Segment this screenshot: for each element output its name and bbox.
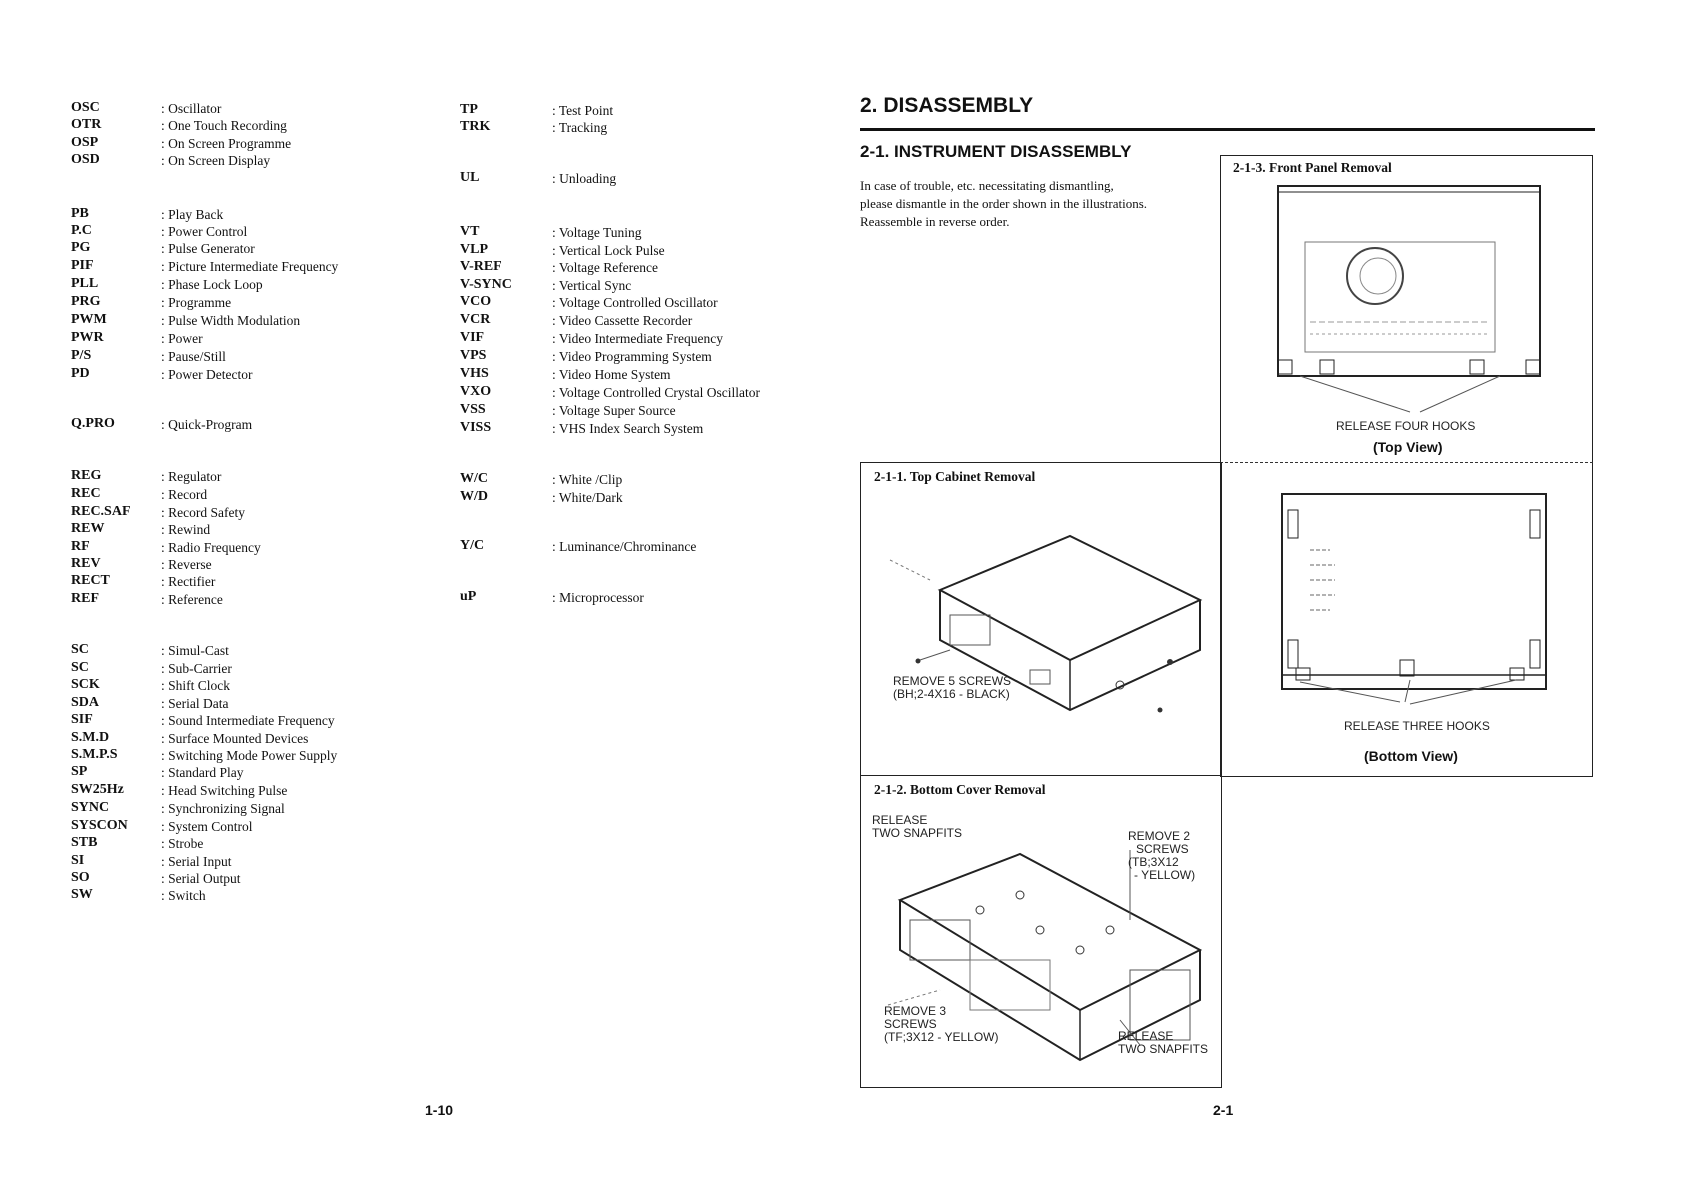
abbreviation-definition: : System Control (161, 819, 253, 834)
abbreviation-term: SP (71, 764, 88, 779)
abbreviation-definition: : Voltage Controlled Crystal Oscillator (552, 385, 760, 400)
abbreviation-term: PRG (71, 294, 101, 309)
abbreviation-definition: : Record (161, 487, 208, 502)
abbreviation-definition: : Serial Data (161, 696, 229, 711)
abbreviation-definition: : One Touch Recording (161, 118, 287, 133)
abbreviation-definition: : Power Detector (161, 367, 253, 382)
intro-text (860, 177, 1190, 231)
abbreviation-term: SIF (71, 712, 93, 727)
abbreviation-definition: : Play Back (161, 207, 224, 222)
abbreviation-term: V-REF (460, 259, 502, 274)
abbreviation-term: VIF (460, 330, 485, 345)
abbreviation-term: VCR (460, 312, 491, 327)
intro-line: Reassemble in reverse order. (860, 214, 1010, 229)
abbreviation-term: TP (460, 102, 478, 117)
abbreviation-term: SC (71, 660, 89, 675)
remove-three-screws-caption (884, 1005, 998, 1044)
hook (1320, 360, 1334, 374)
abbreviation-term: SYNC (71, 800, 110, 815)
abbreviation-term: SW25Hz (71, 782, 124, 797)
front-bottom-caption: RELEASE THREE HOOKS (1344, 719, 1490, 733)
bottom-cover-title: 2-1-2. Bottom Cover Removal (874, 782, 1046, 797)
abbreviation-term: REW (71, 521, 105, 536)
abbreviation-definition: : Video Cassette Recorder (552, 313, 693, 328)
abbreviation-term: SW (71, 887, 93, 902)
chassis-outline (1278, 186, 1540, 376)
caption-line: TWO SNAPFITS (1118, 1042, 1208, 1056)
caption-line: TWO SNAPFITS (872, 826, 962, 840)
caption-line: REMOVE 2 (1128, 829, 1191, 843)
abbreviation-term: RF (71, 539, 90, 554)
abbreviation-definition: : On Screen Display (161, 153, 271, 168)
caption-line: (TB;3X12 (1128, 855, 1179, 869)
abbreviation-definition: : Pause/Still (161, 349, 226, 364)
abbreviation-definition: : Video Intermediate Frequency (552, 331, 724, 346)
abbreviation-term: W/D (460, 489, 488, 504)
abbreviation-term: UL (460, 170, 480, 185)
abbreviation-term: P/S (71, 348, 92, 363)
abbreviation-definition: : Regulator (161, 469, 222, 484)
hook (1510, 668, 1524, 680)
front-top-view-label: (Top View) (1373, 439, 1443, 455)
abbreviation-definition: : Power Control (161, 224, 248, 239)
abbreviation-definition: : Radio Frequency (161, 540, 261, 555)
front-top-caption: RELEASE FOUR HOOKS (1336, 419, 1476, 433)
title-rule (860, 128, 1595, 131)
abbreviation-term: PWM (71, 312, 107, 327)
abbreviation-term: VPS (460, 348, 487, 363)
abbreviation-term: S.M.D (71, 730, 110, 745)
abbreviation-definition: : Standard Play (161, 765, 244, 780)
abbreviation-term: SO (71, 870, 90, 885)
abbreviation-definition: : Quick-Program (161, 417, 253, 432)
caption-line: (TF;3X12 - YELLOW) (884, 1030, 999, 1044)
abbreviation-term: PG (71, 240, 91, 255)
abbreviation-definition: : Power (161, 331, 203, 346)
top-cabinet-lid (940, 536, 1200, 660)
abbreviation-definition: : Luminance/Chrominance (552, 539, 697, 554)
abbreviation-definition: : Record Safety (161, 505, 245, 520)
abbreviation-definition: : Reference (161, 592, 223, 607)
abbreviation-definition: : Oscillator (161, 101, 222, 116)
release-bottom-caption (1118, 1030, 1208, 1056)
hook (1400, 660, 1414, 676)
top-cabinet-title: 2-1-1. Top Cabinet Removal (874, 469, 1036, 484)
caption-line: SCREWS (884, 1017, 937, 1031)
abbreviation-definition: : Video Home System (552, 367, 671, 382)
abbreviation-term: VSS (460, 402, 486, 417)
abbreviation-term: PLL (71, 276, 99, 291)
page-number-right: 2-1 (1213, 1102, 1234, 1118)
abbreviation-definition: : Pulse Generator (161, 241, 255, 256)
intro-line: please dismantle in the order shown in the illustrations. (860, 196, 1148, 211)
abbreviation-term: VCO (460, 294, 492, 309)
intro-line: In case of trouble, etc. necessitating dismantling, (860, 178, 1114, 193)
abbreviation-definition: : Voltage Super Source (552, 403, 676, 418)
abbreviation-term: SDA (71, 695, 100, 710)
abbreviation-definition: : Rectifier (161, 574, 216, 589)
abbreviation-definition: : Synchronizing Signal (161, 801, 285, 816)
abbreviation-term: STB (71, 835, 98, 850)
caption-line: (BH;2-4X16 - BLACK) (893, 687, 1010, 701)
abbreviation-term: S.M.P.S (71, 747, 118, 762)
abbreviation-term: SI (71, 853, 85, 868)
front-panel-bottom-view-illustration (1280, 490, 1550, 720)
abbreviation-definition: : Voltage Tuning (552, 225, 642, 240)
section-title: 2. DISASSEMBLY (860, 94, 1034, 117)
top-cabinet-caption (893, 675, 1011, 701)
abbreviation-definition: : Vertical Sync (552, 278, 632, 293)
hook (1278, 360, 1292, 374)
abbreviation-definition: : Phase Lock Loop (161, 277, 263, 292)
front-panel-top-view-illustration (1270, 182, 1550, 422)
abbreviation-term: REC.SAF (71, 504, 131, 519)
front-bottom-view-label: (Bottom View) (1364, 748, 1458, 764)
abbreviation-term: PIF (71, 258, 94, 273)
abbreviation-definition: : Rewind (161, 522, 211, 537)
abbreviation-term: RECT (71, 573, 110, 588)
abbreviation-term: Q.PRO (71, 416, 115, 431)
abbreviation-definition: : Serial Output (161, 871, 241, 886)
remove-two-screws-caption (1128, 830, 1195, 882)
abbreviation-definition: : Switching Mode Power Supply (161, 748, 338, 763)
abbreviation-term: PWR (71, 330, 104, 345)
abbreviation-term: REV (71, 556, 101, 571)
abbreviation-term: VISS (460, 420, 492, 435)
abbreviation-definition: : Voltage Controlled Oscillator (552, 295, 718, 310)
cylinder-head (1347, 248, 1403, 304)
abbreviation-definition: : On Screen Programme (161, 136, 292, 151)
abbreviation-definition: : Shift Clock (161, 678, 231, 693)
abbreviation-definition: : Surface Mounted Devices (161, 731, 309, 746)
abbreviation-definition: : Programme (161, 295, 232, 310)
abbreviation-term: VHS (460, 366, 489, 381)
caption-line: REMOVE 3 (884, 1004, 947, 1018)
abbreviation-term: V-SYNC (460, 277, 512, 292)
subsection-title: 2-1. INSTRUMENT DISASSEMBLY (860, 142, 1132, 161)
abbreviation-term: OSP (71, 135, 99, 150)
abbreviation-term: OSD (71, 152, 100, 167)
abbreviation-term: uP (460, 589, 477, 604)
abbreviation-definition: : Strobe (161, 836, 204, 851)
hook (1526, 360, 1540, 374)
abbreviation-term: REC (71, 486, 101, 501)
abbreviation-definition: : Unloading (552, 171, 617, 186)
abbreviation-term: OSC (71, 100, 100, 115)
abbreviation-definition: : Video Programming System (552, 349, 712, 364)
caption-line: - YELLOW) (1134, 868, 1196, 882)
abbreviation-definition: : Picture Intermediate Frequency (161, 259, 339, 274)
abbreviation-term: OTR (71, 117, 102, 132)
hook (1296, 668, 1310, 680)
abbreviation-term: REG (71, 468, 102, 483)
abbreviation-term: PD (71, 366, 90, 381)
abbreviation-definition: : Microprocessor (552, 590, 644, 605)
abbreviation-term: REF (71, 591, 99, 606)
abbreviation-definition: : Tracking (552, 120, 608, 135)
abbreviation-definition: : VHS Index Search System (552, 421, 704, 436)
abbreviation-term: VLP (460, 242, 488, 257)
view-divider (1220, 462, 1593, 463)
abbreviation-definition: : Reverse (161, 557, 212, 572)
caption-line: RELEASE (1118, 1029, 1174, 1043)
abbreviation-definition: : Sound Intermediate Frequency (161, 713, 335, 728)
abbreviation-definition: : Test Point (552, 103, 614, 118)
abbreviation-definition: : Head Switching Pulse (161, 783, 288, 798)
abbreviation-definition: : Pulse Width Modulation (161, 313, 301, 328)
abbreviation-term: TRK (460, 119, 491, 134)
abbreviation-definition: : Simul-Cast (161, 643, 229, 658)
abbreviation-definition: : Serial Input (161, 854, 232, 869)
abbreviation-term: VXO (460, 384, 492, 399)
page-number-left: 1-10 (425, 1102, 454, 1118)
abbreviation-term: W/C (460, 471, 488, 486)
abbreviation-definition: : White/Dark (552, 490, 623, 505)
abbreviation-definition: : White /Clip (552, 472, 623, 487)
abbreviation-definition: : Sub-Carrier (161, 661, 232, 676)
hook (1470, 360, 1484, 374)
caption-line: REMOVE 5 SCREWS (893, 674, 1012, 688)
abbreviation-definition: : Voltage Reference (552, 260, 658, 275)
abbreviation-definition: : Vertical Lock Pulse (552, 243, 665, 258)
release-top-caption (872, 814, 962, 840)
abbreviation-term: SCK (71, 677, 100, 692)
caption-line: SCREWS (1136, 842, 1189, 856)
abbreviation-term: VT (460, 224, 480, 239)
abbreviation-definition: : Switch (161, 888, 206, 903)
abbreviation-term: Y/C (460, 538, 485, 553)
abbreviation-term: SC (71, 642, 89, 657)
abbreviation-term: P.C (71, 223, 92, 238)
abbreviation-term: PB (71, 206, 89, 221)
front-panel-title: 2-1-3. Front Panel Removal (1233, 160, 1392, 175)
front-panel-frame (1305, 242, 1495, 352)
abbreviation-term: SYSCON (71, 818, 128, 833)
caption-line: RELEASE (872, 813, 928, 827)
